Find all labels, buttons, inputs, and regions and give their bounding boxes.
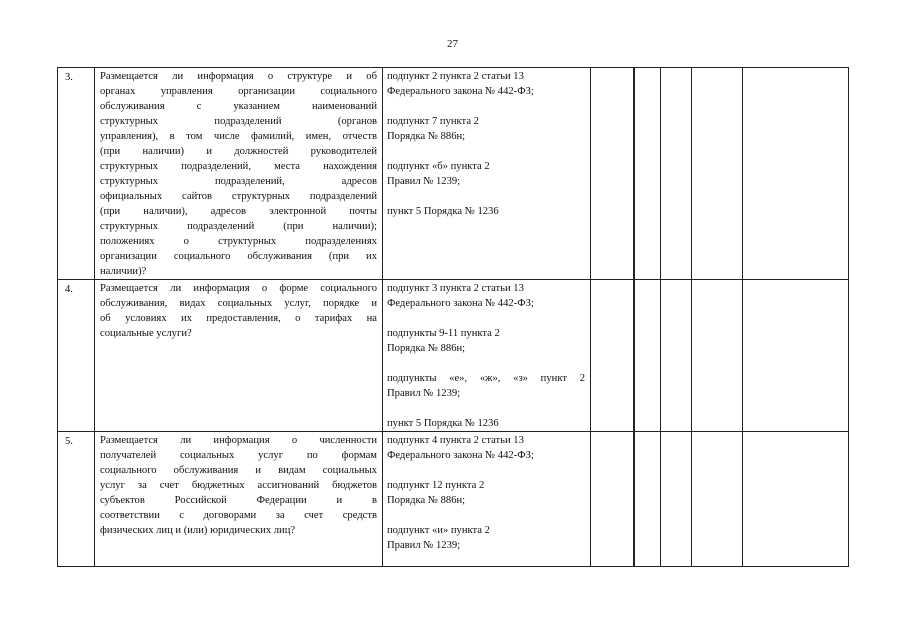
- reference-line: подпункт «и» пункта 2: [387, 525, 490, 536]
- question-text: [95, 280, 383, 432]
- question-line: социальные услуги?: [100, 328, 192, 339]
- question-line: услуг за счет бюджетных ассигнований бюджетов: [100, 480, 377, 491]
- reference-line: Порядка № 886н;: [387, 495, 466, 506]
- answer-cell-yes: [591, 432, 634, 567]
- reference-line: пункт 5 Порядка № 1236: [387, 206, 499, 217]
- reference-line: Федерального закона № 442-ФЗ;: [387, 450, 534, 461]
- reference-line: подпункт 4 пункта 2 статьи 13: [387, 435, 524, 446]
- reference-group: [387, 281, 585, 311]
- question-text: [95, 432, 383, 567]
- question-line: наличии)?: [100, 266, 147, 277]
- legal-references: [383, 68, 591, 280]
- reference-group: [387, 69, 585, 99]
- question-line: соответствии с договорами за счет средств: [100, 510, 377, 521]
- reference-line: подпункт 3 пункта 2 статьи 13: [387, 283, 524, 294]
- question-line: субъектов Российской Федерации и в: [100, 495, 377, 506]
- question-line: официальных сайтов структурных подразделений: [100, 191, 377, 202]
- page-number: 27: [447, 38, 458, 50]
- reference-group: [387, 478, 585, 508]
- legal-references: [383, 432, 591, 567]
- legal-references: [383, 280, 591, 432]
- reference-line: подпункт 12 пункта 2: [387, 480, 485, 491]
- answer-cell-comment: [743, 280, 849, 432]
- question-line: Размещается ли информация о форме социального: [100, 283, 377, 294]
- reference-line: Правил № 1239;: [387, 540, 461, 551]
- answer-cell-no: [634, 432, 661, 567]
- table-row: [58, 280, 849, 432]
- question-line: обслуживания с указанием наименований: [100, 101, 377, 112]
- answer-cell-note: [692, 68, 743, 280]
- question-line: структурных подразделений (при наличии);: [100, 221, 377, 232]
- question-line: Размещается ли информация о структуре и об: [100, 71, 377, 82]
- table-row: [58, 68, 849, 280]
- row-number: 5.: [58, 432, 95, 567]
- answer-cell-yes: [591, 68, 634, 280]
- answer-cell-yes: [591, 280, 634, 432]
- question-line: обслуживания, видах социальных услуг, порядке и: [100, 298, 377, 309]
- reference-line: пункт 5 Порядка № 1236: [387, 418, 499, 429]
- question-line: Размещается ли информация о численности: [100, 435, 377, 446]
- answer-cell-comment: [743, 432, 849, 567]
- reference-group: [387, 326, 585, 356]
- table-row: [58, 432, 849, 567]
- answer-cell-na: [661, 432, 692, 567]
- answer-cell-no: [634, 68, 661, 280]
- question-line: получателей социальных услуг по формам: [100, 450, 377, 461]
- question-line: органах управления организации социального: [100, 86, 377, 97]
- reference-line: подпункт 2 пункта 2 статьи 13: [387, 71, 524, 82]
- row-number: 3.: [58, 68, 95, 280]
- table-body: [58, 68, 849, 567]
- row-number: 4.: [58, 280, 95, 432]
- question-line: структурных подразделений (органов: [100, 116, 377, 127]
- reference-line: Правил № 1239;: [387, 388, 461, 399]
- question-line: физических лиц и (или) юридических лиц?: [100, 525, 296, 536]
- question-line: организации социального обслуживания (при их: [100, 251, 377, 262]
- reference-line: Порядка № 886н;: [387, 131, 466, 142]
- reference-line: подпункты «е», «ж», «з» пункт 2: [387, 373, 585, 384]
- reference-line: подпункт «б» пункта 2: [387, 161, 490, 172]
- reference-line: подпункт 7 пункта 2: [387, 116, 479, 127]
- question-text: [95, 68, 383, 280]
- checklist-table: [57, 67, 849, 567]
- question-line: социального обслуживания и видам социальных: [100, 465, 377, 476]
- question-line: структурных подразделений, места нахождения: [100, 161, 377, 172]
- reference-group: [387, 204, 585, 219]
- reference-line: Федерального закона № 442-ФЗ;: [387, 86, 534, 97]
- question-line: об условиях их предоставления, о тарифах на: [100, 313, 377, 324]
- reference-group: [387, 433, 585, 463]
- question-line: (при наличии) и должностей руководителей: [100, 146, 377, 157]
- answer-cell-note: [692, 280, 743, 432]
- answer-cell-comment: [743, 68, 849, 280]
- answer-cell-na: [661, 280, 692, 432]
- question-line: (при наличии), адресов электронной почты: [100, 206, 377, 217]
- question-line: структурных подразделений, адресов: [100, 176, 377, 187]
- reference-group: [387, 371, 585, 401]
- question-line: управления), в том числе фамилий, имен, отчеств: [100, 131, 377, 142]
- reference-group: [387, 114, 585, 144]
- reference-group: [387, 523, 585, 553]
- answer-cell-no: [634, 280, 661, 432]
- answer-cell-note: [692, 432, 743, 567]
- reference-group: [387, 159, 585, 189]
- reference-line: Федерального закона № 442-ФЗ;: [387, 298, 534, 309]
- question-line: положениях о структурных подразделениях: [100, 236, 377, 247]
- reference-line: Порядка № 886н;: [387, 343, 466, 354]
- reference-group: [387, 416, 585, 431]
- reference-line: Правил № 1239;: [387, 176, 461, 187]
- reference-line: подпункты 9-11 пункта 2: [387, 328, 500, 339]
- answer-cell-na: [661, 68, 692, 280]
